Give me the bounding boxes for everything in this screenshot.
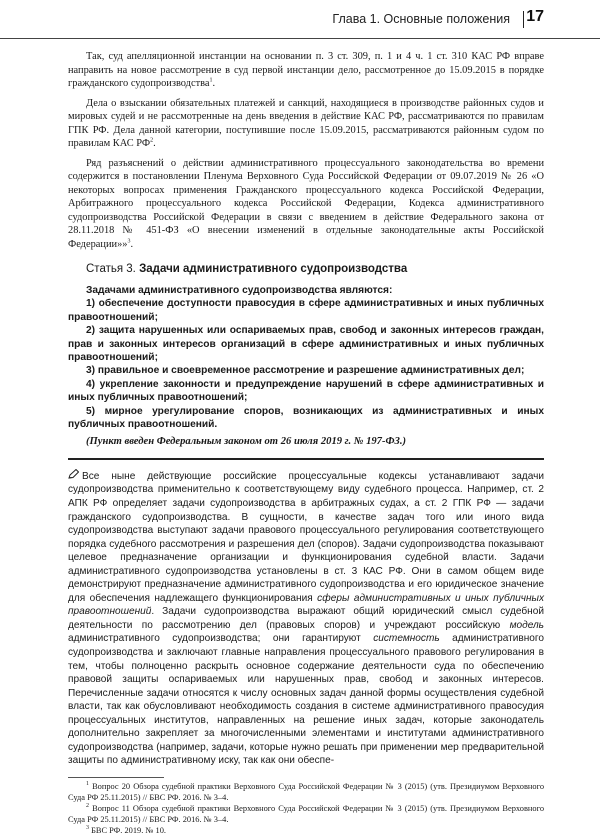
footnote-number: 2 — [86, 803, 89, 810]
paragraph-text: Так, суд апелляционной инстанции на основании п. 3 ст. 309, п. 1 и 4 ч. 1 ст. 310 КАС РФ вправе направить на новое рассмотрение в суд первой инстанции дело, рассмотренное до 15.09.2015 в порядке гражданского судопроизводства — [68, 51, 544, 89]
footnote-ref[interactable]: 1 — [209, 77, 213, 84]
article-heading — [86, 263, 544, 275]
law-line: 2) защита нарушенных или оспариваемых прав, свобод и законных интересов граждан, прав и законных интересов организаций в сфере административных и иных публичных правоотношений; — [68, 325, 544, 364]
law-amendment-note: (Пункт введен Федеральным законом от 26 июля 2019 г. № 197-ФЗ.) — [86, 436, 407, 448]
chapter-title: Глава 1. Основные положения — [332, 12, 510, 26]
page-body — [68, 50, 544, 838]
commentary-emphasis: модель — [509, 619, 544, 631]
commentary-text: административного судопроизводства и заключают главные направления процессуального правового регулирования в тем, чтобы полноценно раскрыть основное содержание деятельности суда по обеспечению правовой защиты оспариваемых или нарушенных прав, свобод и законных интересов. Перечисленные задачи относятся к числу основных задач данной формы осуществления судебной власти, так как обусловливают необходимость создания в системе административного правосудия процессуальных институтов, направленных на решение иных задач, которые законодатель дополнительно закрепляет за многочисленными элементами и институтами административного судопроизводства (например, задачи, которые нужно решать при применении мер предварительной защиты по административному иску, так как они обеспе- — [68, 633, 544, 767]
law-line: 1) обеспечение доступности правосудия в сфере административных и иных публичных правоотношений; — [68, 298, 544, 323]
paragraph-text: Дела о взыскании обязательных платежей и санкций, находящиеся в производстве районных судов и мировых судей и не рассмотренные на день введения в действие КАС РФ, рассматриваются по правилам ГПК РФ. Дела данной категории, поступившие после 15.09.2015, рассматриваются районным судом по правилам КАС РФ — [68, 97, 544, 149]
commentary-text: Все ныне действующие российские процессуальные кодексы устанавливают задачи судопроизводства применительно к соответствующему виду судебного процесса. Например, ст. 2 АПК РФ определяет задачи судопроизводства в арбитражных судах, а ст. 2 ГПК РФ — задачи гражданского судопроизводства. В сущности, в качестве задач того или иного вида судопроизводства выступают задачи правового процессуального регулирования соответствующего порядка судебного рассмотрения и разрешения дел (споров). Задачи судопроизводства показывают целевое предназначение организации и функционирования судебной власти. Задачи административного судопроизводства установлены в ст. 3 КАС РФ. Они в самом общем виде демонстрируют предназначение административного судопроизводства и его юридическое значение для обеспечения надлежащего функционирования — [68, 470, 544, 604]
law-line: 4) укрепление законности и предупреждение нарушений в сфере административных и иных публичных правоотношений; — [68, 378, 544, 404]
footnote-number: 3 — [86, 825, 89, 832]
law-line: 5) мирное урегулирование споров, возникающих из административных и иных публичных правоотношений. — [68, 405, 544, 431]
footnote-text: БВС РФ. 2019. № 10. — [91, 826, 166, 836]
body-paragraph: Ряд разъяснений о действии административного процессуального законодательства во времени содержится в постановлении Пленума Верховного Суда Российской Федерации от 09.07.2019 № 26 «О некоторых вопросах применения Гражданского процессуального кодекса Российской Федерации, Арбитражного процессуального кодекса Российской Федерации, Кодекса административного судопроизводства Российской Федерации в связи с введением в действие Федерального закона от 28.11.2018 № 451-ФЗ «О внесении изменений в отдельные законодательные акты Российской Федерации»»$^3$. — [68, 157, 544, 250]
law-line: 3) правильное и своевременное рассмотрение и разрешение административных дел; — [86, 365, 525, 377]
pen-icon — [68, 469, 79, 484]
commentary-text: . Задачи судопроизводства выражают общий юридический смысл судебной деятельности по рассмотрению дел (правовых споров) и учреждают российскую — [68, 606, 544, 631]
footnote — [68, 804, 544, 825]
article-number: Статья 3. — [86, 263, 136, 275]
footnote-ref[interactable]: 2 — [150, 137, 154, 144]
section-divider — [68, 458, 544, 460]
commentary-emphasis: системность — [373, 633, 440, 645]
page-number: 17 — [526, 8, 544, 25]
article-title: Задачи административного судопроизводства — [139, 263, 408, 275]
body-paragraph: Дела о взыскании обязательных платежей и санкций, находящиеся в производстве районных судов и мировых судей и не рассмотренные на день введения в действие КАС РФ, рассматриваются по правилам ГПК РФ. Дела данной категории, поступившие после 15.09.2015, рассматриваются районным судом по правилам КАС $РФ^2$. — [68, 97, 544, 149]
body-paragraph: Так, суд апелляционной инстанции на основании п. 3 ст. 309, п. 1 и 4 ч. 1 ст. 310 КАС РФ вправе направить на новое рассмотрение в суд первой инстанции дело, рассмотренное до 15.09.2015 в порядке гражданского судопроизводства$^1$. — [68, 51, 544, 89]
commentary-emphasis: сферы административных и иных публичных правоотношений — [68, 592, 544, 618]
footnote-text: Вопрос 20 Обзора судебной практики Верховного Суда Российской Федерации № 3 (2015) (утв. Президиумом Верховного Суда РФ 25.11.2015) // БВС РФ. 2016. № 3–4. — [68, 781, 545, 802]
commentary-paragraph — [68, 469, 544, 768]
footnote — [68, 826, 544, 837]
header-rule — [0, 38, 600, 39]
running-header — [0, 0, 600, 44]
footnote-text: Вопрос 11 Обзора судебной практики Верховного Суда Российской Федерации № 3 (2015) (утв. Президиумом Верховного Суда РФ 25.11.2015) // БВС РФ. 2016. № 3–4. — [68, 804, 545, 824]
footnote-ref[interactable]: 3 — [127, 238, 131, 245]
law-line: Задачами административного судопроизводства являются: — [86, 285, 393, 296]
law-text — [68, 284, 544, 449]
footnote-rule — [68, 777, 164, 778]
footnote-number: 1 — [86, 781, 89, 788]
footnote — [68, 782, 544, 803]
commentary-text: административного судопроизводства; они гарантируют — [68, 633, 374, 645]
paragraph-text: Ряд разъяснений о действии административного процессуального законодательства во времени содержится в постановлении Пленума Верховного Суда Российской Федерации от 09.07.2019 № 26 «О некоторых вопросах применения Гражданского процессуального кодекса Российской Федерации, Арбитражного процессуального кодекса Российской Федерации, Кодекса административного судопроизводства Российской Федерации в связи с введением в действие Федерального закона от 28.11.2018 № 451-ФЗ «О внесении изменений в отдельные законодательные акты Российской Федерации»» — [68, 157, 544, 250]
header-separator — [523, 11, 525, 28]
